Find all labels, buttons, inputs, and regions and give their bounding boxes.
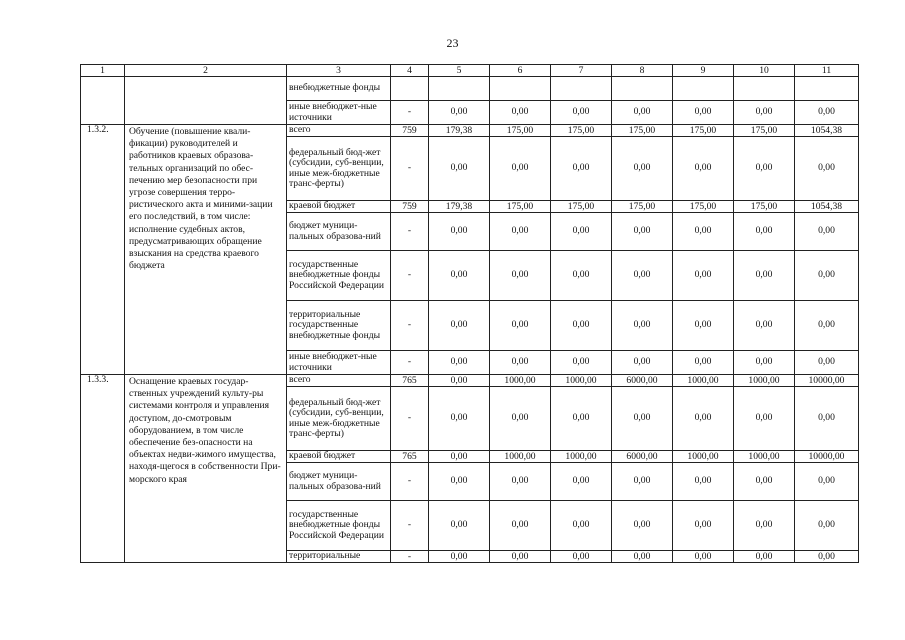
value-cell: 1054,38: [795, 201, 859, 213]
value-cell: 0,00: [551, 387, 612, 451]
funding-source-cell: федеральный бюд-жет (субсидии, суб-венции, иные меж-бюджетные транс-ферты): [287, 137, 391, 201]
column-header: 9: [673, 65, 734, 77]
value-cell: 0,00: [734, 213, 795, 251]
value-cell: 0,00: [551, 251, 612, 301]
value-cell: 6000,00: [612, 451, 673, 463]
value-cell: 0,00: [490, 501, 551, 551]
value-cell: 0,00: [490, 351, 551, 375]
value-cell: 0,00: [795, 551, 859, 563]
value-cell: 0,00: [795, 387, 859, 451]
value-cell: 1000,00: [490, 375, 551, 387]
funding-source-cell: иные внебюджет-ные источники: [287, 101, 391, 125]
kbk-code-cell: 759: [391, 125, 429, 137]
funding-source-cell: бюджет муници-пальных образова-ний: [287, 213, 391, 251]
funding-source-cell: всего: [287, 125, 391, 137]
value-cell: 0,00: [673, 101, 734, 125]
value-cell: 0,00: [490, 301, 551, 351]
value-cell: 0,00: [490, 101, 551, 125]
item-number-cell: 1.3.3.: [81, 375, 125, 563]
value-cell: 0,00: [612, 213, 673, 251]
kbk-code-cell: -: [391, 137, 429, 201]
value-cell: 0,00: [734, 251, 795, 301]
value-cell: 0,00: [612, 351, 673, 375]
column-header: 4: [391, 65, 429, 77]
value-cell: 175,00: [551, 201, 612, 213]
kbk-code-cell: 759: [391, 201, 429, 213]
value-cell: 0,00: [551, 213, 612, 251]
value-cell: 0,00: [673, 501, 734, 551]
value-cell: 0,00: [429, 501, 490, 551]
value-cell: 0,00: [551, 301, 612, 351]
kbk-code-cell: -: [391, 351, 429, 375]
value-cell: 0,00: [734, 463, 795, 501]
value-cell: [612, 77, 673, 101]
value-cell: 0,00: [795, 301, 859, 351]
value-cell: 0,00: [734, 351, 795, 375]
value-cell: 179,38: [429, 125, 490, 137]
item-number-cell: [81, 77, 125, 125]
value-cell: 10000,00: [795, 375, 859, 387]
value-cell: 1000,00: [734, 451, 795, 463]
funding-source-cell: государственные внебюджетные фонды Российской Федерации: [287, 501, 391, 551]
kbk-code-cell: -: [391, 501, 429, 551]
value-cell: 0,00: [429, 451, 490, 463]
value-cell: 175,00: [551, 125, 612, 137]
kbk-code-cell: -: [391, 387, 429, 451]
value-cell: 175,00: [673, 201, 734, 213]
value-cell: 0,00: [490, 387, 551, 451]
value-cell: 0,00: [795, 137, 859, 201]
value-cell: 175,00: [734, 125, 795, 137]
value-cell: 0,00: [734, 387, 795, 451]
value-cell: 0,00: [551, 351, 612, 375]
kbk-code-cell: -: [391, 301, 429, 351]
kbk-code-cell: -: [391, 463, 429, 501]
funding-source-cell: всего: [287, 375, 391, 387]
value-cell: 0,00: [734, 501, 795, 551]
kbk-code-cell: 765: [391, 375, 429, 387]
value-cell: 1054,38: [795, 125, 859, 137]
column-header: 1: [81, 65, 125, 77]
value-cell: 0,00: [551, 101, 612, 125]
value-cell: 1000,00: [673, 375, 734, 387]
value-cell: 0,00: [734, 137, 795, 201]
table-row: [81, 375, 859, 387]
budget-table: [80, 64, 859, 563]
value-cell: 0,00: [673, 301, 734, 351]
value-cell: 0,00: [551, 137, 612, 201]
table-row: [81, 125, 859, 137]
kbk-code-cell: 765: [391, 451, 429, 463]
funding-source-cell: иные внебюджет-ные источники: [287, 351, 391, 375]
value-cell: 0,00: [429, 375, 490, 387]
funding-source-cell: государственные внебюджетные фонды Российской Федерации: [287, 251, 391, 301]
item-name-cell: Обучение (повышение квали-фикации) руководителей и работников краевых образова-тельных организаций по обес-печению мер безопасности при угрозе совершения терро-ристического акта и миними-зации его последствий, в том числе: исполнение судебных актов, предусматривающих обращение взыскания на средства краевого бюджета: [125, 125, 287, 375]
funding-source-cell: территориальные государственные внебюджетные фонды: [287, 301, 391, 351]
value-cell: 0,00: [490, 251, 551, 301]
funding-source-cell: территориальные: [287, 551, 391, 563]
value-cell: 0,00: [429, 251, 490, 301]
header-row: [81, 65, 859, 77]
table-row: [81, 77, 859, 101]
value-cell: [490, 77, 551, 101]
value-cell: [795, 77, 859, 101]
value-cell: 0,00: [429, 301, 490, 351]
value-cell: 0,00: [551, 551, 612, 563]
value-cell: 0,00: [429, 213, 490, 251]
value-cell: [429, 77, 490, 101]
value-cell: 179,38: [429, 201, 490, 213]
column-header: 2: [125, 65, 287, 77]
value-cell: 175,00: [612, 201, 673, 213]
item-number-cell: 1.3.2.: [81, 125, 125, 375]
value-cell: 0,00: [795, 213, 859, 251]
value-cell: 0,00: [612, 463, 673, 501]
kbk-code-cell: -: [391, 213, 429, 251]
page-number: 23: [446, 36, 459, 50]
value-cell: 0,00: [612, 501, 673, 551]
item-name-cell: [125, 77, 287, 125]
value-cell: 0,00: [673, 351, 734, 375]
value-cell: 6000,00: [612, 375, 673, 387]
value-cell: 0,00: [673, 463, 734, 501]
column-header: 11: [795, 65, 859, 77]
column-header: 7: [551, 65, 612, 77]
value-cell: 0,00: [673, 551, 734, 563]
value-cell: 0,00: [429, 137, 490, 201]
value-cell: 1000,00: [673, 451, 734, 463]
funding-source-cell: краевой бюджет: [287, 201, 391, 213]
value-cell: 0,00: [612, 101, 673, 125]
value-cell: 0,00: [612, 137, 673, 201]
value-cell: 1000,00: [551, 375, 612, 387]
value-cell: 0,00: [673, 387, 734, 451]
value-cell: 1000,00: [490, 451, 551, 463]
value-cell: 175,00: [490, 201, 551, 213]
value-cell: 0,00: [673, 251, 734, 301]
value-cell: 175,00: [734, 201, 795, 213]
value-cell: [734, 77, 795, 101]
column-header: 10: [734, 65, 795, 77]
funding-source-cell: внебюджетные фонды: [287, 77, 391, 101]
value-cell: 0,00: [795, 351, 859, 375]
value-cell: 0,00: [429, 351, 490, 375]
value-cell: 0,00: [490, 213, 551, 251]
value-cell: 0,00: [734, 551, 795, 563]
funding-source-cell: бюджет муници-пальных образова-ний: [287, 463, 391, 501]
kbk-code-cell: -: [391, 551, 429, 563]
column-header: 3: [287, 65, 391, 77]
funding-source-cell: федеральный бюд-жет (субсидии, суб-венции, иные меж-бюджетные транс-ферты): [287, 387, 391, 451]
value-cell: 0,00: [673, 213, 734, 251]
value-cell: 0,00: [612, 551, 673, 563]
value-cell: 0,00: [551, 501, 612, 551]
value-cell: 1000,00: [734, 375, 795, 387]
value-cell: 0,00: [429, 387, 490, 451]
kbk-code-cell: -: [391, 101, 429, 125]
value-cell: 0,00: [429, 101, 490, 125]
value-cell: 0,00: [612, 251, 673, 301]
value-cell: 0,00: [429, 551, 490, 563]
value-cell: 0,00: [795, 251, 859, 301]
value-cell: 0,00: [490, 137, 551, 201]
value-cell: 0,00: [734, 301, 795, 351]
value-cell: 10000,00: [795, 451, 859, 463]
value-cell: [551, 77, 612, 101]
kbk-code-cell: -: [391, 251, 429, 301]
value-cell: 175,00: [673, 125, 734, 137]
value-cell: 1000,00: [551, 451, 612, 463]
value-cell: 0,00: [673, 137, 734, 201]
value-cell: 0,00: [612, 387, 673, 451]
item-name-cell: Оснащение краевых государ-ственных учреждений культу-ры системами контроля и управления доступом, до-смотровым оборудованием, в том числе обеспечение без-опасности на объектах недви-жимого имущества, находя-щегося в собственности При-морского края: [125, 375, 287, 563]
value-cell: 0,00: [490, 551, 551, 563]
column-header: 8: [612, 65, 673, 77]
kbk-code-cell: [391, 77, 429, 101]
value-cell: 0,00: [612, 301, 673, 351]
column-header: 6: [490, 65, 551, 77]
column-header: 5: [429, 65, 490, 77]
value-cell: 0,00: [551, 463, 612, 501]
value-cell: 0,00: [795, 101, 859, 125]
value-cell: [673, 77, 734, 101]
value-cell: 0,00: [795, 501, 859, 551]
value-cell: 0,00: [795, 463, 859, 501]
value-cell: 175,00: [612, 125, 673, 137]
value-cell: 0,00: [734, 101, 795, 125]
value-cell: 0,00: [429, 463, 490, 501]
funding-source-cell: краевой бюджет: [287, 451, 391, 463]
value-cell: 175,00: [490, 125, 551, 137]
value-cell: 0,00: [490, 463, 551, 501]
